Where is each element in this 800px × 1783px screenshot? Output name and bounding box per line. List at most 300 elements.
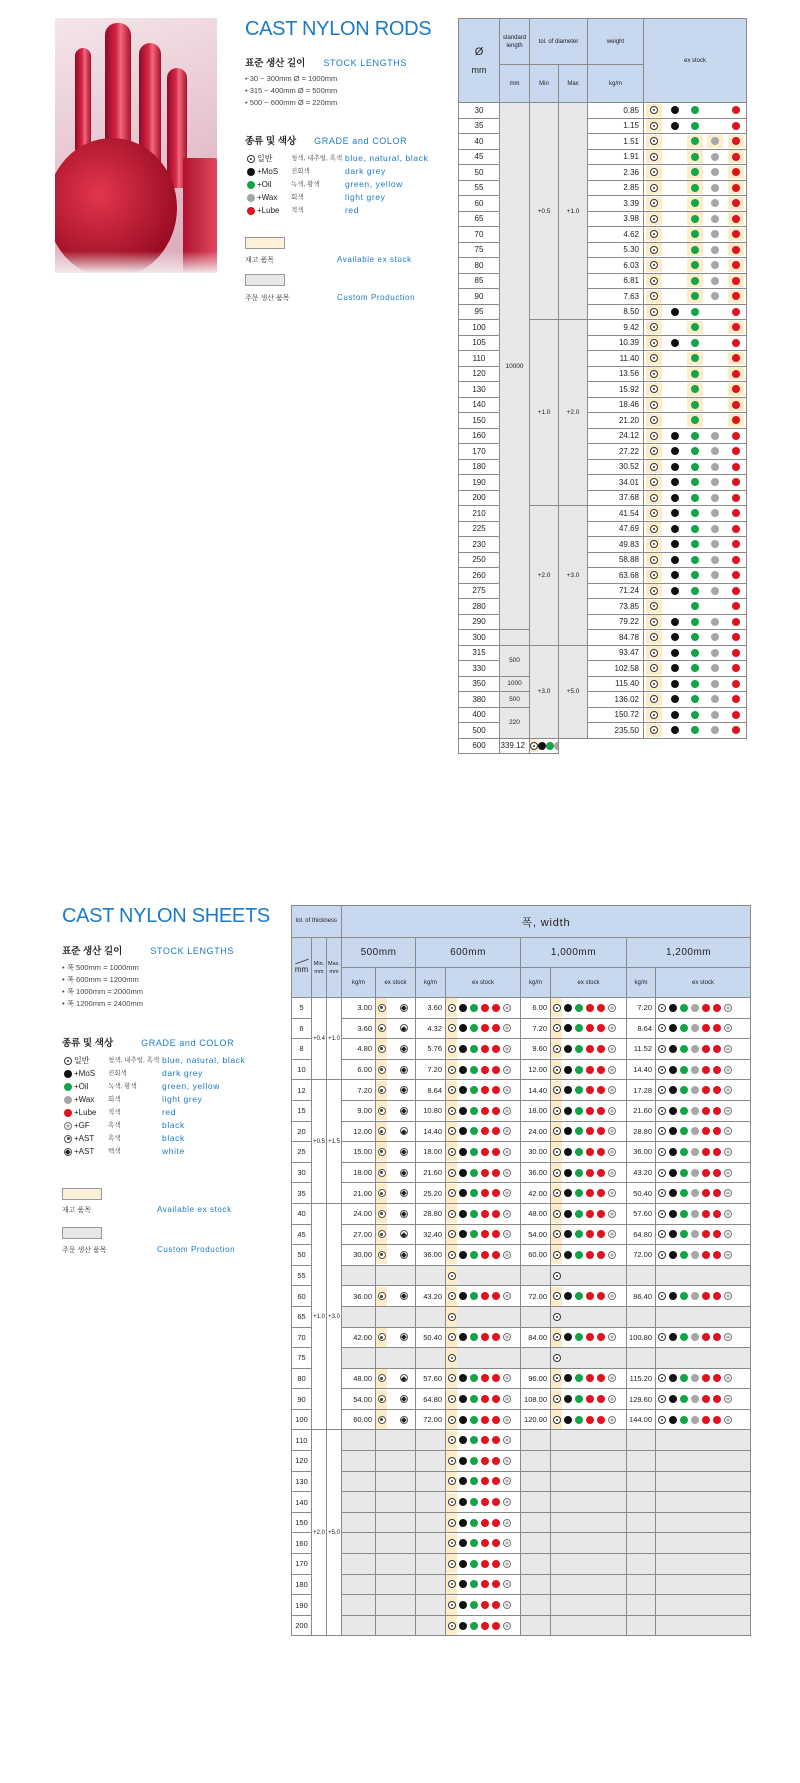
grade-symbol (245, 207, 257, 215)
stock-slot (606, 1554, 617, 1573)
rod-stock-cell (644, 723, 747, 739)
stock-slot (728, 724, 744, 737)
sheet-tol-max: +5.0 (327, 1430, 342, 1636)
sheet-weight (342, 1615, 376, 1636)
sheets-title: CAST NYLON SHEETS (62, 905, 270, 927)
stock-slot (562, 1039, 573, 1058)
mos-black-dot-icon (459, 1622, 467, 1630)
lube-red-dot-icon (732, 711, 740, 719)
oil-green-dot-icon (470, 1024, 478, 1032)
stock-slot (687, 584, 703, 597)
sheet-stock-cell (551, 1306, 627, 1327)
stock-slot (501, 1163, 512, 1182)
stock-slot (722, 1307, 733, 1326)
mos-black-dot-icon (669, 1292, 677, 1300)
rod-stock-cell (644, 552, 747, 568)
stock-slot (376, 1369, 387, 1388)
lube-red-dot-icon (492, 1107, 500, 1115)
standard-grade-icon (553, 1148, 561, 1156)
oil-green-dot-icon (680, 1107, 688, 1115)
table-row (292, 1512, 751, 1533)
stock-swatch (62, 1188, 102, 1200)
ast-white-icon (400, 1169, 408, 1177)
rod-diameter: 260 (459, 568, 500, 584)
sheet-thickness: 160 (292, 1533, 312, 1554)
sheet-thickness: 15 (292, 1100, 312, 1121)
rods-title: CAST NYLON RODS (245, 18, 432, 40)
stock-slot (606, 1307, 617, 1326)
lube-red-dot-icon (702, 1127, 710, 1135)
stock-slot (667, 429, 683, 442)
stock-slot (700, 1060, 711, 1079)
rods-length-line: • 315 ~ 400mm Ø = 500mm (245, 86, 338, 95)
mos-black-dot-icon (669, 1148, 677, 1156)
stock-slot (722, 1060, 733, 1079)
stock-slot (468, 1122, 479, 1141)
stock-slot (678, 1472, 689, 1491)
wax-grey-dot-icon (711, 540, 719, 548)
oil-green-dot-icon (575, 1230, 583, 1238)
stock-slot (646, 693, 662, 706)
stock-slot (678, 1019, 689, 1038)
standard-grade-icon (448, 1374, 456, 1382)
stock-slot (562, 1266, 573, 1285)
lube-red-dot-icon (732, 556, 740, 564)
sheet-weight: 3.60 (342, 1018, 376, 1039)
lube-red-dot-icon (597, 1210, 605, 1218)
standard-grade-icon (448, 1477, 456, 1485)
mos-black-dot-icon (671, 106, 679, 114)
stock-slot (376, 1348, 387, 1367)
stock-slot (584, 1472, 595, 1491)
gf-ring-icon (608, 1395, 616, 1403)
gf-ring-icon (608, 1004, 616, 1012)
stock-slot (479, 1081, 490, 1100)
stock-slot (606, 1204, 617, 1223)
sheet-stock-cell (551, 1512, 627, 1533)
stock-slot (446, 1348, 457, 1367)
lube-red-dot-icon (732, 168, 740, 176)
wax-grey-dot-icon (711, 261, 719, 269)
rod-stock-cell (644, 645, 747, 661)
stock-slot (667, 212, 683, 225)
stock-slot (479, 1348, 490, 1367)
sheet-weight (627, 1471, 656, 1492)
stock-slot (457, 1451, 468, 1470)
stock-slot (551, 1101, 562, 1120)
oil-green-dot-icon (691, 494, 699, 502)
stock-slot (468, 1534, 479, 1553)
stock-slot (468, 1348, 479, 1367)
gf-ring-icon (724, 1416, 732, 1424)
stock-slot (606, 1039, 617, 1058)
stock-slot (562, 1513, 573, 1532)
lube-red-dot-icon (732, 680, 740, 688)
stock-slot (678, 1184, 689, 1203)
table-row (292, 1389, 751, 1410)
stock-slot (656, 1348, 667, 1367)
sheet-weight: 12.00 (342, 1121, 376, 1142)
stock-slot (667, 1225, 678, 1244)
sheet-stock-cell (376, 1368, 416, 1389)
oil-green-dot-icon (680, 1004, 688, 1012)
stock-slot (646, 197, 662, 210)
table-row (459, 692, 747, 708)
gf-ring-icon (503, 1601, 511, 1609)
table-row (292, 1183, 751, 1204)
sheet-stock-cell (376, 1203, 416, 1224)
stock-slot (398, 1266, 409, 1285)
rod-tol-max: +2.0 (559, 320, 588, 506)
rod-diameter: 60 (459, 196, 500, 212)
mos-black-dot-icon (669, 1395, 677, 1403)
stock-slot (711, 1142, 722, 1161)
rod-stock-cell (644, 258, 747, 274)
stock-slot (728, 631, 744, 644)
wax-grey-dot-icon (711, 664, 719, 672)
rod-weight: 1.15 (588, 118, 644, 134)
stock-slot (457, 1204, 468, 1223)
stock-slot (711, 1554, 722, 1573)
oil-green-dot-icon (691, 711, 699, 719)
wax-grey-dot-icon (711, 246, 719, 254)
mos-black-dot-icon (669, 1230, 677, 1238)
stock-slot (678, 1122, 689, 1141)
oil-green-dot-icon (470, 1622, 478, 1630)
standard-grade-icon (658, 1230, 666, 1238)
oil-green-dot-icon (680, 1251, 688, 1259)
table-row (292, 1080, 751, 1101)
sheet-weight: 21.60 (627, 1100, 656, 1121)
standard-grade-icon (650, 633, 658, 641)
standard-grade-icon (448, 1416, 456, 1424)
stock-slot (446, 1225, 457, 1244)
stock-slot (687, 600, 703, 613)
standard-grade-icon (247, 155, 255, 163)
stock-slot (584, 1081, 595, 1100)
stock-slot (689, 1451, 700, 1470)
lube-red-dot-icon (597, 1086, 605, 1094)
stock-slot (689, 1039, 700, 1058)
sheet-stock-cell (376, 1615, 416, 1636)
stock-slot (700, 1554, 711, 1573)
stock-slot (468, 1039, 479, 1058)
sheets-header-w500: 500mm (342, 938, 416, 968)
rods-header-weight: weight (588, 19, 644, 65)
sheet-stock-cell (376, 1100, 416, 1121)
sheet-weight: 11.52 (627, 1039, 656, 1060)
gf-ring-icon (608, 1066, 616, 1074)
stock-slot (606, 1101, 617, 1120)
sheet-stock-cell (376, 1059, 416, 1080)
rod-stock-cell (644, 304, 747, 320)
sheet-thickness: 65 (292, 1306, 312, 1327)
rod-diameter: 250 (459, 552, 500, 568)
stock-slot (707, 553, 723, 566)
stock-slot (551, 1245, 562, 1264)
sheet-stock-cell (376, 1492, 416, 1513)
stock-slot (606, 1184, 617, 1203)
sheet-stock-cell (551, 1368, 627, 1389)
sheet-tol-min: +0.5 (312, 1080, 327, 1204)
table-row (292, 1018, 751, 1039)
grade-name: +MoS (74, 1069, 96, 1078)
stock-slot (667, 677, 683, 690)
standard-grade-icon (650, 292, 658, 300)
lube-red-dot-icon (732, 540, 740, 548)
lube-red-dot-icon (597, 1395, 605, 1403)
stock-slot (656, 1060, 667, 1079)
stock-slot (562, 1616, 573, 1635)
lube-red-dot-icon (732, 447, 740, 455)
sheet-stock-cell (376, 1265, 416, 1286)
stock-slot (667, 708, 683, 721)
wax-grey-dot-icon (711, 230, 719, 238)
lube-red-dot-icon (481, 1251, 489, 1259)
sheet-weight (416, 1492, 446, 1513)
sheets-header-kgm: kg/m (627, 968, 656, 998)
stock-slot (479, 1287, 490, 1306)
sheet-stock-cell (376, 1286, 416, 1307)
lube-red-dot-icon (732, 633, 740, 641)
sheet-weight: 6.00 (521, 998, 551, 1019)
sheet-weight: 43.20 (627, 1162, 656, 1183)
stock-slot (584, 1245, 595, 1264)
stock-slot (687, 352, 703, 365)
oil-green-dot-icon (680, 1045, 688, 1053)
mos-black-dot-icon (564, 1107, 572, 1115)
stock-slot (457, 1122, 468, 1141)
sheet-thickness: 110 (292, 1430, 312, 1451)
stock-slot (551, 1431, 562, 1450)
sheet-weight (416, 1265, 446, 1286)
stock-slot (711, 1575, 722, 1594)
stock-slot (700, 1410, 711, 1429)
oil-green-dot-icon (691, 153, 699, 161)
stock-slot (646, 569, 662, 582)
grade-english: red (345, 205, 360, 215)
gf-ring-icon (724, 1127, 732, 1135)
mos-black-dot-icon (671, 633, 679, 641)
sheet-stock-cell (446, 1389, 521, 1410)
stock-slot (606, 1019, 617, 1038)
stock-slot (387, 1204, 398, 1223)
lube-red-dot-icon (492, 1024, 500, 1032)
standard-grade-icon (658, 1189, 666, 1197)
lube-red-dot-icon (597, 1333, 605, 1341)
sheet-weight: 7.20 (342, 1080, 376, 1101)
stock-slot (376, 1287, 387, 1306)
standard-grade-icon (650, 478, 658, 486)
rod-diameter: 40 (459, 134, 500, 150)
stock-slot (678, 1431, 689, 1450)
sheet-weight: 72.00 (416, 1409, 446, 1430)
sheet-stock-cell (446, 1121, 521, 1142)
stock-slot (689, 1019, 700, 1038)
stock-slot (689, 1184, 700, 1203)
stock-slot (584, 1204, 595, 1223)
stock-slot (667, 1204, 678, 1223)
sheet-stock-cell (551, 1080, 627, 1101)
lube-red-dot-icon (702, 1045, 710, 1053)
stock-slot (479, 1554, 490, 1573)
oil-green-dot-icon (691, 277, 699, 285)
stock-slot (490, 1019, 501, 1038)
stock-slot (584, 1410, 595, 1429)
stock-slot (667, 1513, 678, 1532)
sheet-stock-cell (551, 1203, 627, 1224)
stock-slot (490, 1369, 501, 1388)
stock-slot (687, 104, 703, 117)
sheet-weight: 28.80 (416, 1203, 446, 1224)
stock-slot (501, 1122, 512, 1141)
stock-slot (700, 1534, 711, 1553)
stock-slot (551, 1328, 562, 1347)
lube-red-dot-icon (713, 1416, 721, 1424)
stock-slot (595, 1431, 606, 1450)
grade-english: black (162, 1133, 185, 1143)
stock-slot (667, 1431, 678, 1450)
stock-slot (595, 1163, 606, 1182)
ast-white-icon (64, 1148, 72, 1156)
rod-diameter: 95 (459, 304, 500, 320)
rod-diameter: 380 (459, 692, 500, 708)
sheet-stock-cell (551, 1142, 627, 1163)
rod-diameter: 70 (459, 227, 500, 243)
oil-green-dot-icon (691, 199, 699, 207)
sheet-stock-cell (446, 1203, 521, 1224)
table-row (292, 1327, 751, 1348)
lube-red-dot-icon (732, 122, 740, 130)
stock-slot (687, 445, 703, 458)
rod-stock-cell (644, 444, 747, 460)
stock-slot (479, 1039, 490, 1058)
lube-red-dot-icon (732, 230, 740, 238)
stock-slot (573, 1101, 584, 1120)
oil-green-dot-icon (575, 1395, 583, 1403)
stock-slot (573, 1348, 584, 1367)
gf-ring-icon (64, 1122, 72, 1130)
stock-slot (387, 1101, 398, 1120)
rod-weight: 13.56 (588, 366, 644, 382)
rod-stock-cell (644, 707, 747, 723)
oil-green-dot-icon (691, 463, 699, 471)
lube-red-dot-icon (492, 1066, 500, 1074)
stock-slot (398, 1225, 409, 1244)
table-row (459, 630, 747, 646)
stock-slot (538, 739, 546, 752)
rod-weight: 1.91 (588, 149, 644, 165)
sheet-thickness: 200 (292, 1615, 312, 1636)
standard-grade-icon (448, 1148, 456, 1156)
table-row (292, 1533, 751, 1554)
stock-slot (700, 1513, 711, 1532)
mos-black-dot-icon (459, 1107, 467, 1115)
grade-korean: 녹색, 황색 (108, 1083, 137, 1090)
wax-grey-dot-icon (711, 618, 719, 626)
sheet-stock-cell (656, 1574, 751, 1595)
stock-slot (707, 476, 723, 489)
table-row (292, 1430, 751, 1451)
mos-black-dot-icon (671, 478, 679, 486)
sheet-stock-cell (446, 1471, 521, 1492)
mos-black-dot-icon (564, 1086, 572, 1094)
stock-slot (689, 1575, 700, 1594)
lube-red-dot-icon (492, 1230, 500, 1238)
stock-slot (678, 1554, 689, 1573)
standard-grade-icon (448, 1004, 456, 1012)
ast-black-icon (378, 1374, 386, 1382)
stock-slot (667, 119, 683, 132)
stock-slot (700, 1163, 711, 1182)
stock-slot (689, 1060, 700, 1079)
stock-slot (457, 1039, 468, 1058)
stock-slot (479, 1204, 490, 1223)
sheet-weight: 7.20 (521, 1018, 551, 1039)
sheet-weight: 24.00 (342, 1203, 376, 1224)
rod-diameter: 55 (459, 180, 500, 196)
stock-slot (490, 1596, 501, 1615)
ast-black-icon (378, 1292, 386, 1300)
wax-grey-dot-icon (691, 1251, 699, 1259)
sheet-stock-cell (551, 1059, 627, 1080)
stock-slot (707, 600, 723, 613)
stock-slot (584, 1596, 595, 1615)
stock-slot (584, 1369, 595, 1388)
stock-slot (501, 1513, 512, 1532)
wax-grey-dot-icon (711, 215, 719, 223)
stock-slot (595, 1101, 606, 1120)
sheet-stock-cell (376, 1162, 416, 1183)
rod-diameter: 110 (459, 351, 500, 367)
stock-slot (573, 1554, 584, 1573)
stock-slot (667, 274, 683, 287)
rod-diameter: 170 (459, 444, 500, 460)
mos-black-dot-icon (669, 1189, 677, 1197)
stock-slot (687, 646, 703, 659)
stock-slot (687, 367, 703, 380)
oil-green-dot-icon (691, 664, 699, 672)
wax-grey-dot-icon (711, 199, 719, 207)
stock-slot (479, 1534, 490, 1553)
stock-slot (457, 1616, 468, 1635)
stock-slot (398, 1184, 409, 1203)
stock-slot (457, 1596, 468, 1615)
sheet-stock-cell (446, 1554, 521, 1575)
stock-slot (446, 1060, 457, 1079)
stock-slot (667, 1554, 678, 1573)
mos-black-dot-icon (669, 1086, 677, 1094)
stock-slot (656, 1513, 667, 1532)
stock-slot (707, 290, 723, 303)
stock-slot (606, 1163, 617, 1182)
standard-grade-icon (448, 1333, 456, 1341)
sheet-weight (627, 1265, 656, 1286)
oil-green-dot-icon (680, 1127, 688, 1135)
wax-grey-dot-icon (711, 153, 719, 161)
stock-slot (562, 1472, 573, 1491)
rod-std-length: 500 (500, 645, 530, 676)
stock-slot (376, 1101, 387, 1120)
lube-red-dot-icon (481, 1292, 489, 1300)
standard-grade-icon (448, 1292, 456, 1300)
standard-grade-icon (448, 1086, 456, 1094)
lube-red-dot-icon (586, 1292, 594, 1300)
stock-slot (501, 1039, 512, 1058)
standard-grade-icon (650, 215, 658, 223)
stock-slot (398, 1122, 409, 1141)
rod-stock-cell (644, 397, 747, 413)
